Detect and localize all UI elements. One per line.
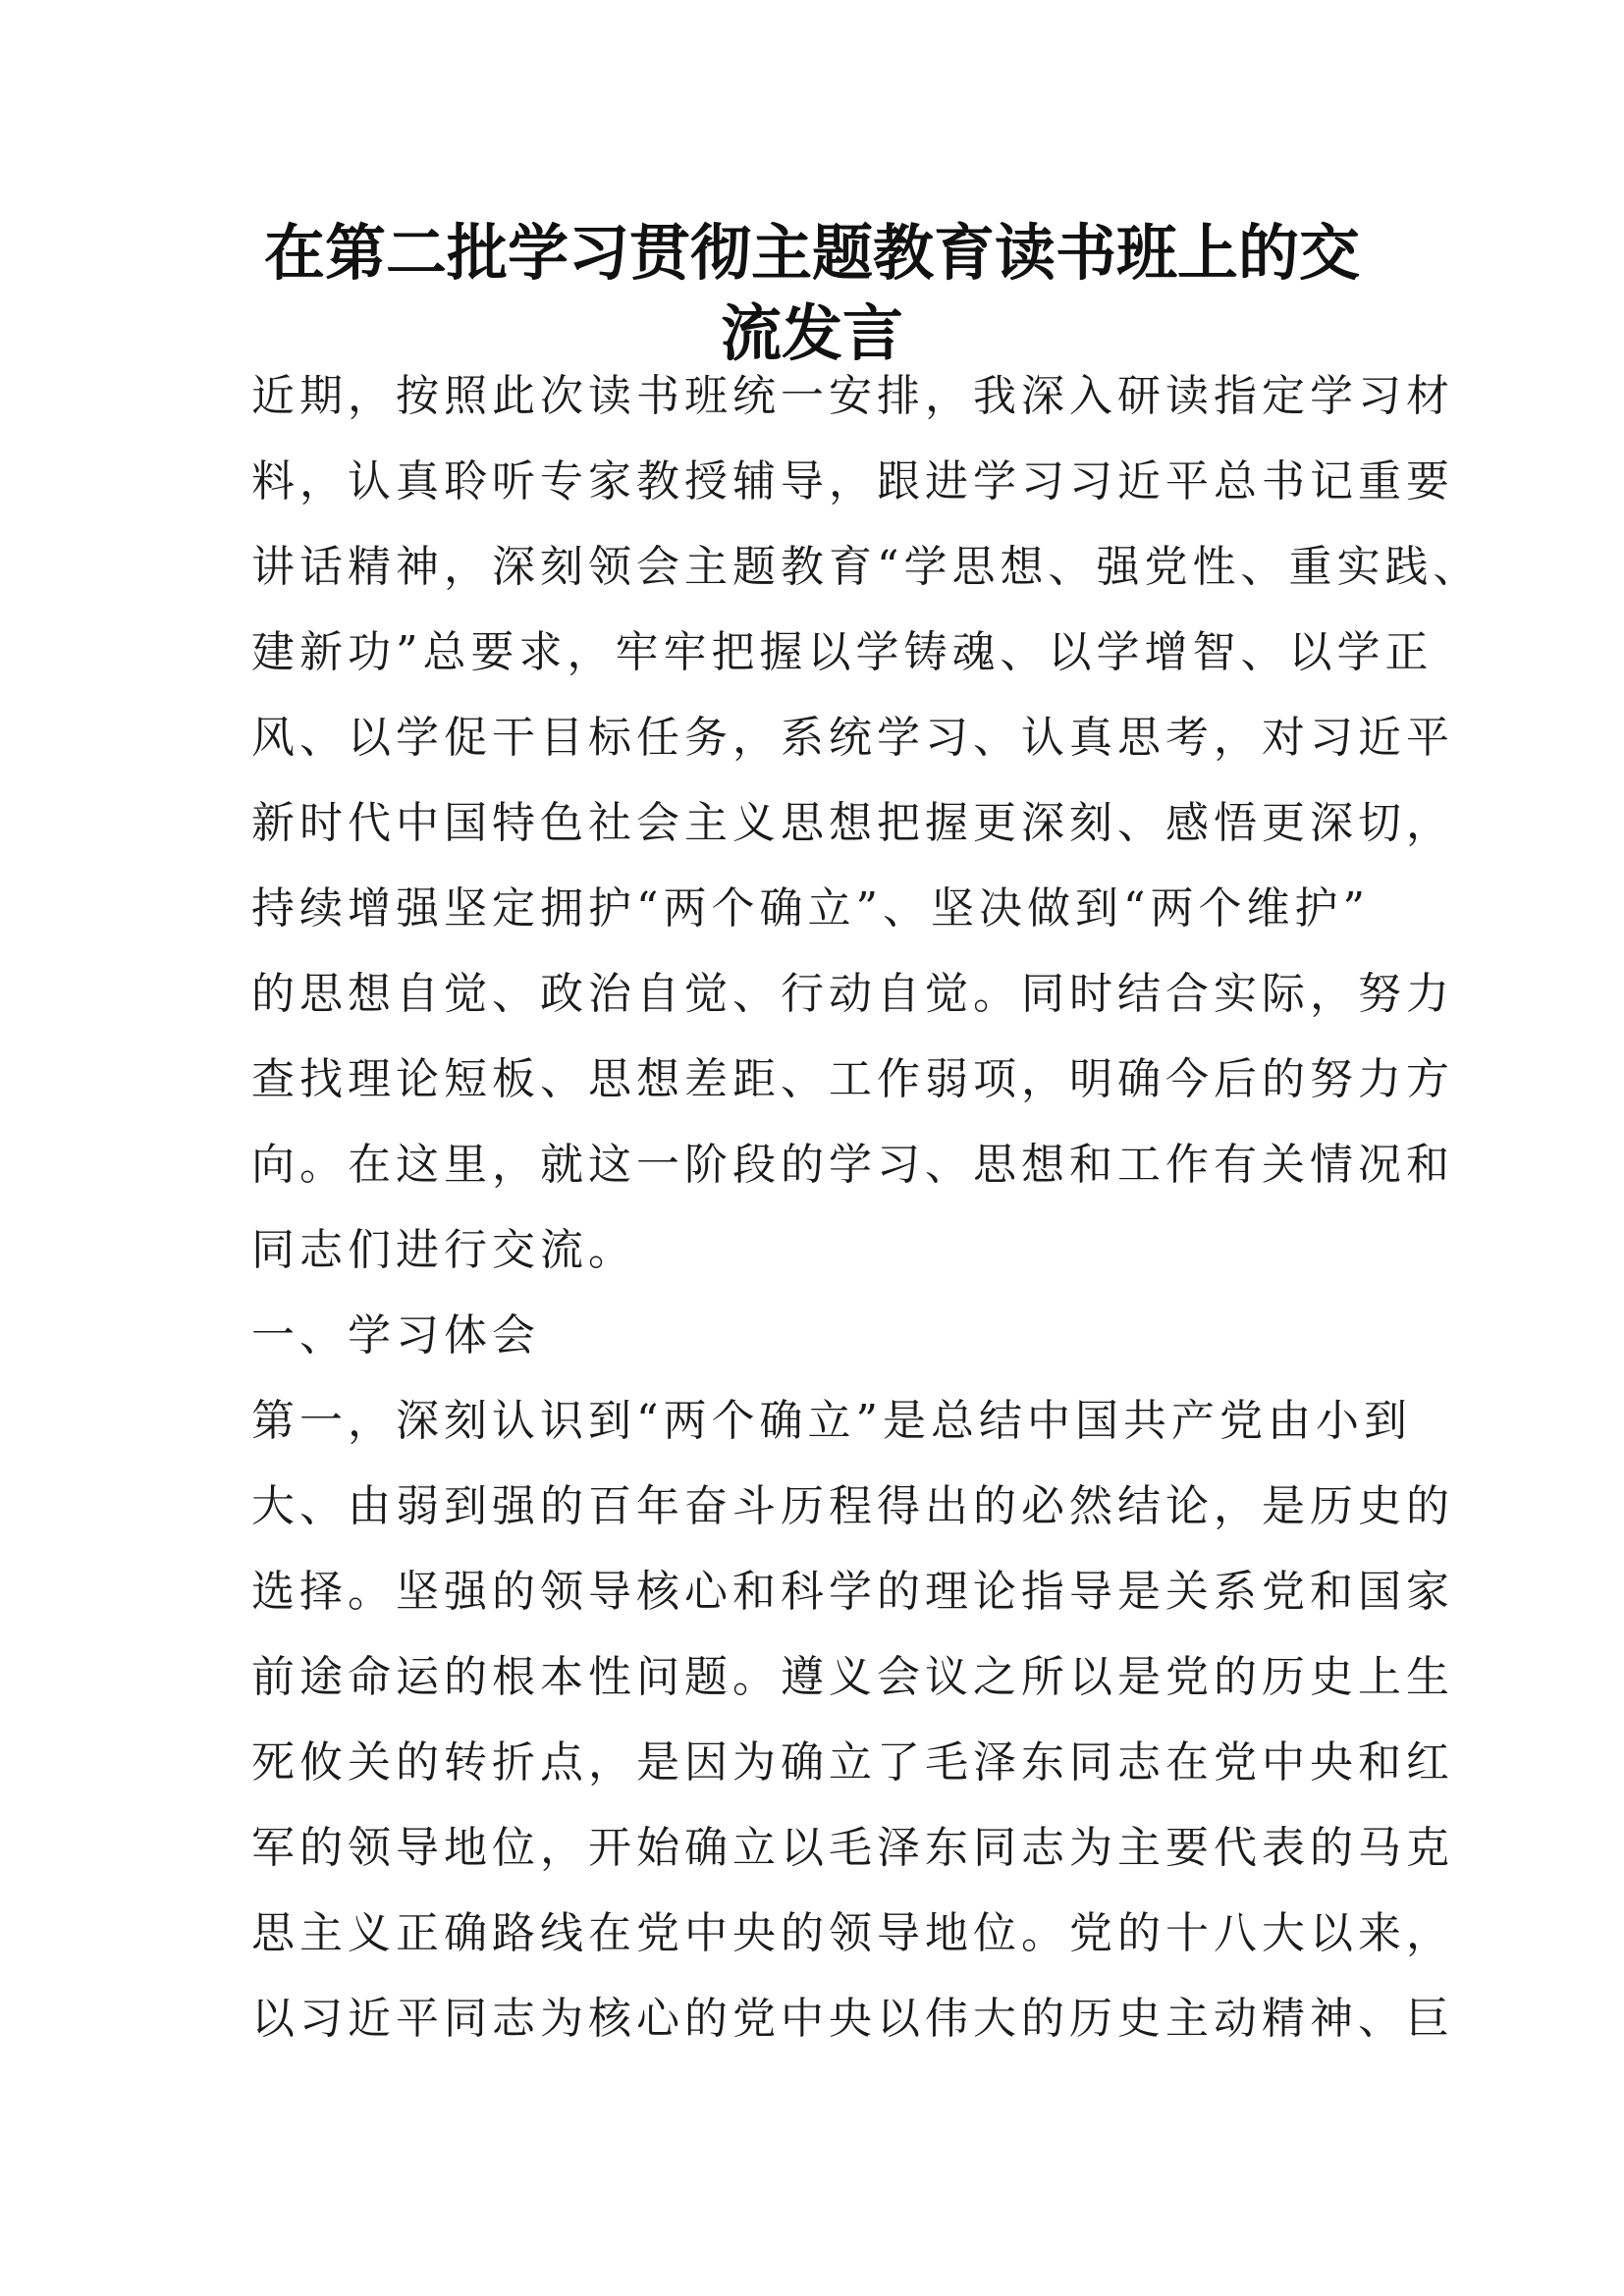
body-line: 思主义正确路线在党中央的领导地位。党的十八大以来， xyxy=(251,1908,1454,1958)
body-line: 新时代中国特色社会主义思想把握更深刻、感悟更深切， xyxy=(251,798,1454,848)
body-line: 讲话精神，深刻领会主题教育“学思想、强党性、重实践、 xyxy=(251,542,1482,592)
body-line: 查找理论短板、思想差距、工作弱项，明确今后的努力方 xyxy=(251,1054,1454,1104)
body-line: 持续增强坚定拥护“两个确立”、坚决做到“两个维护” xyxy=(251,883,1370,934)
body-line: 以习近平同志为核心的党中央以伟大的历史主动精神、巨 xyxy=(251,1994,1454,2044)
body-line: 前途命运的根本性问题。遵义会议之所以是党的历史上生 xyxy=(251,1652,1454,1702)
body-line: 大、由弱到强的百年奋斗历程得出的必然结论，是历史的 xyxy=(251,1481,1454,1531)
body-line: 料，认真聆听专家教授辅导，跟进学习习近平总书记重要 xyxy=(251,456,1454,507)
body-line: 死攸关的转折点，是因为确立了毛泽东同志在党中央和红 xyxy=(251,1737,1454,1788)
body-line: 军的领导地位，开始确立以毛泽东同志为主要代表的马克 xyxy=(251,1823,1454,1873)
body-line: 的思想自觉、政治自觉、行动自觉。同时结合实际，努力 xyxy=(251,969,1454,1019)
body-line: 同志们进行交流。 xyxy=(251,1225,636,1275)
section-heading: 一、学习体会 xyxy=(251,1310,540,1361)
body-line: 第一，深刻认识到“两个确立”是总结中国共产党由小到 xyxy=(251,1396,1412,1446)
body-line: 近期，按照此次读书班统一安排，我深入研读指定学习材 xyxy=(251,371,1454,421)
body-line: 选择。坚强的领导核心和科学的理论指导是关系党和国家 xyxy=(251,1567,1454,1617)
body-line: 建新功”总要求，牢牢把握以学铸魂、以学增智、以学正 xyxy=(251,627,1434,677)
document-title-line-1: 在第二批学习贯彻主题教育读书班上的交 xyxy=(263,217,1360,289)
document-body xyxy=(251,353,1482,2061)
document-title-line-2: 流发言 xyxy=(720,297,903,369)
body-line: 向。在这里，就这一阶段的学习、思想和工作有关情况和 xyxy=(251,1140,1454,1190)
body-line: 风、以学促干目标任务，系统学习、认真思考，对习近平 xyxy=(251,713,1454,763)
